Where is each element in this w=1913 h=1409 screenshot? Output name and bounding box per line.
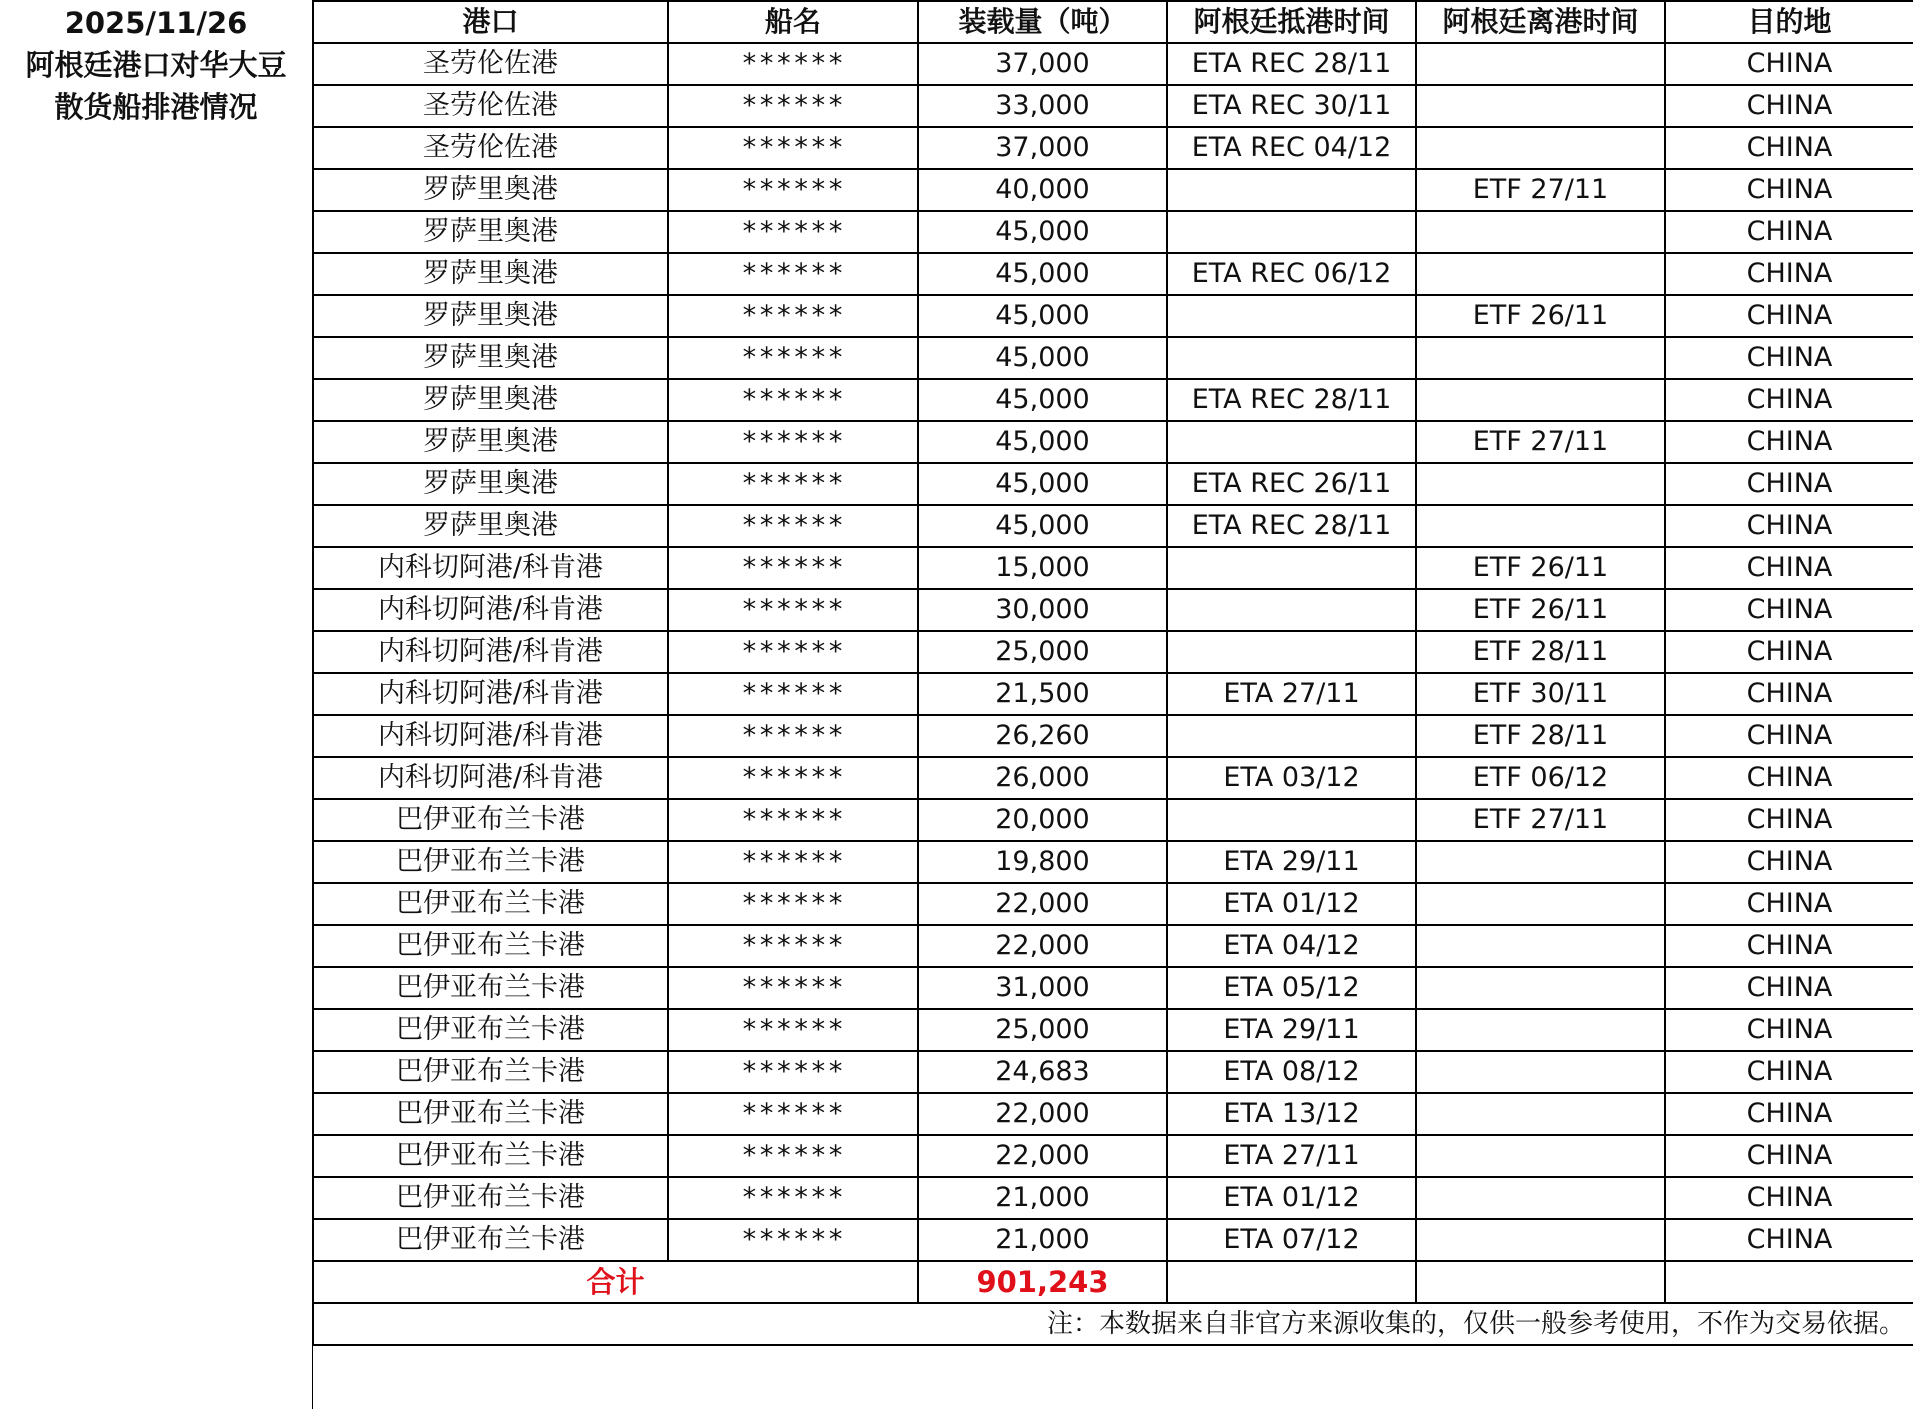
table-row <box>313 253 1913 295</box>
departure-time-cell <box>1416 1051 1665 1093</box>
destination-cell: CHINA <box>1665 505 1913 547</box>
vessel-name-cell: ****** <box>668 379 918 421</box>
load-tonnage-cell: 22,000 <box>918 925 1167 967</box>
destination-cell: CHINA <box>1665 547 1913 589</box>
table-row <box>313 379 1913 421</box>
table-row <box>313 883 1913 925</box>
port-cell: 巴伊亚布兰卡港 <box>313 1135 668 1177</box>
port-cell: 巴伊亚布兰卡港 <box>313 925 668 967</box>
total-empty-cell <box>1167 1261 1416 1303</box>
port-cell: 内科切阿港/科肯港 <box>313 715 668 757</box>
destination-cell: CHINA <box>1665 799 1913 841</box>
arrival-time-cell <box>1167 211 1416 253</box>
vessel-name-cell: ****** <box>668 673 918 715</box>
load-tonnage-cell: 45,000 <box>918 421 1167 463</box>
arrival-time-cell: ETA 29/11 <box>1167 1009 1416 1051</box>
header-departure-time: 阿根廷离港时间 <box>1416 1 1665 43</box>
departure-time-cell <box>1416 1009 1665 1051</box>
load-tonnage-cell: 25,000 <box>918 631 1167 673</box>
destination-cell: CHINA <box>1665 589 1913 631</box>
destination-cell: CHINA <box>1665 883 1913 925</box>
vessel-name-cell: ****** <box>668 883 918 925</box>
arrival-time-cell <box>1167 589 1416 631</box>
load-tonnage-cell: 22,000 <box>918 1093 1167 1135</box>
table-row <box>313 925 1913 967</box>
vessel-name-cell: ****** <box>668 1093 918 1135</box>
vessel-name-cell: ****** <box>668 1135 918 1177</box>
departure-time-cell: ETF 26/11 <box>1416 295 1665 337</box>
destination-cell: CHINA <box>1665 85 1913 127</box>
port-cell: 圣劳伦佐港 <box>313 127 668 169</box>
load-tonnage-cell: 40,000 <box>918 169 1167 211</box>
port-cell: 内科切阿港/科肯港 <box>313 631 668 673</box>
vessel-name-cell: ****** <box>668 505 918 547</box>
port-cell: 圣劳伦佐港 <box>313 43 668 85</box>
load-tonnage-cell: 45,000 <box>918 463 1167 505</box>
vessel-name-cell: ****** <box>668 43 918 85</box>
table-row <box>313 841 1913 883</box>
table-row <box>313 169 1913 211</box>
departure-time-cell: ETF 28/11 <box>1416 715 1665 757</box>
destination-cell: CHINA <box>1665 1135 1913 1177</box>
destination-cell: CHINA <box>1665 43 1913 85</box>
vessel-name-cell: ****** <box>668 1051 918 1093</box>
arrival-time-cell: ETA 27/11 <box>1167 673 1416 715</box>
departure-time-cell: ETF 26/11 <box>1416 547 1665 589</box>
header-load-tonnage: 装载量（吨） <box>918 1 1167 43</box>
departure-time-cell <box>1416 337 1665 379</box>
table-row <box>313 631 1913 673</box>
departure-time-cell <box>1416 253 1665 295</box>
arrival-time-cell: ETA REC 28/11 <box>1167 379 1416 421</box>
table-row <box>313 127 1913 169</box>
arrival-time-cell <box>1167 295 1416 337</box>
destination-cell: CHINA <box>1665 715 1913 757</box>
destination-cell: CHINA <box>1665 127 1913 169</box>
departure-time-cell <box>1416 1093 1665 1135</box>
note-row <box>313 1303 1913 1345</box>
vessel-name-cell: ****** <box>668 1219 918 1261</box>
load-tonnage-cell: 21,000 <box>918 1177 1167 1219</box>
load-tonnage-cell: 15,000 <box>918 547 1167 589</box>
report-date: 2025/11/26 <box>64 6 248 40</box>
total-row <box>313 1261 1913 1303</box>
destination-cell: CHINA <box>1665 211 1913 253</box>
arrival-time-cell: ETA 27/11 <box>1167 1135 1416 1177</box>
table-row <box>313 1177 1913 1219</box>
vessel-name-cell: ****** <box>668 295 918 337</box>
load-tonnage-cell: 26,260 <box>918 715 1167 757</box>
arrival-time-cell: ETA REC 26/11 <box>1167 463 1416 505</box>
port-cell: 巴伊亚布兰卡港 <box>313 799 668 841</box>
destination-cell: CHINA <box>1665 841 1913 883</box>
arrival-time-cell <box>1167 631 1416 673</box>
vessel-name-cell: ****** <box>668 841 918 883</box>
disclaimer-note: 注：本数据来自非官方来源收集的，仅供一般参考使用，不作为交易依据。 <box>313 1303 1913 1345</box>
departure-time-cell: ETF 26/11 <box>1416 589 1665 631</box>
load-tonnage-cell: 20,000 <box>918 799 1167 841</box>
load-tonnage-cell: 26,000 <box>918 757 1167 799</box>
vessel-name-cell: ****** <box>668 211 918 253</box>
arrival-time-cell: ETA REC 04/12 <box>1167 127 1416 169</box>
load-tonnage-cell: 25,000 <box>918 1009 1167 1051</box>
port-cell: 巴伊亚布兰卡港 <box>313 841 668 883</box>
port-cell: 巴伊亚布兰卡港 <box>313 883 668 925</box>
destination-cell: CHINA <box>1665 757 1913 799</box>
table-row <box>313 43 1913 85</box>
table-row <box>313 463 1913 505</box>
report-title-line-1: 阿根廷港口对华大豆 <box>25 48 287 82</box>
vessel-name-cell: ****** <box>668 85 918 127</box>
load-tonnage-cell: 24,683 <box>918 1051 1167 1093</box>
load-tonnage-cell: 19,800 <box>918 841 1167 883</box>
departure-time-cell <box>1416 841 1665 883</box>
port-cell: 罗萨里奥港 <box>313 337 668 379</box>
arrival-time-cell <box>1167 421 1416 463</box>
port-cell: 巴伊亚布兰卡港 <box>313 967 668 1009</box>
port-cell: 巴伊亚布兰卡港 <box>313 1093 668 1135</box>
table-row <box>313 1093 1913 1135</box>
table-row <box>313 757 1913 799</box>
table-row <box>313 1009 1913 1051</box>
load-tonnage-cell: 37,000 <box>918 43 1167 85</box>
vessel-name-cell: ****** <box>668 127 918 169</box>
load-tonnage-cell: 30,000 <box>918 589 1167 631</box>
vessel-name-cell: ****** <box>668 421 918 463</box>
arrival-time-cell: ETA 04/12 <box>1167 925 1416 967</box>
vessel-schedule-table <box>312 0 1913 1346</box>
destination-cell: CHINA <box>1665 1219 1913 1261</box>
destination-cell: CHINA <box>1665 673 1913 715</box>
destination-cell: CHINA <box>1665 1009 1913 1051</box>
arrival-time-cell <box>1167 715 1416 757</box>
departure-time-cell <box>1416 1219 1665 1261</box>
destination-cell: CHINA <box>1665 1051 1913 1093</box>
table-row <box>313 1219 1913 1261</box>
departure-time-cell <box>1416 1177 1665 1219</box>
vessel-name-cell: ****** <box>668 589 918 631</box>
load-tonnage-cell: 45,000 <box>918 211 1167 253</box>
table-row <box>313 799 1913 841</box>
table-row <box>313 85 1913 127</box>
departure-time-cell: ETF 27/11 <box>1416 421 1665 463</box>
port-cell: 罗萨里奥港 <box>313 295 668 337</box>
departure-time-cell: ETF 28/11 <box>1416 631 1665 673</box>
destination-cell: CHINA <box>1665 925 1913 967</box>
destination-cell: CHINA <box>1665 1177 1913 1219</box>
port-cell: 巴伊亚布兰卡港 <box>313 1051 668 1093</box>
arrival-time-cell: ETA REC 28/11 <box>1167 43 1416 85</box>
load-tonnage-cell: 31,000 <box>918 967 1167 1009</box>
table-row <box>313 673 1913 715</box>
port-cell: 罗萨里奥港 <box>313 463 668 505</box>
port-cell: 巴伊亚布兰卡港 <box>313 1177 668 1219</box>
destination-cell: CHINA <box>1665 421 1913 463</box>
destination-cell: CHINA <box>1665 253 1913 295</box>
port-cell: 罗萨里奥港 <box>313 169 668 211</box>
load-tonnage-cell: 45,000 <box>918 253 1167 295</box>
arrival-time-cell: ETA 07/12 <box>1167 1219 1416 1261</box>
total-value: 901,243 <box>918 1261 1167 1303</box>
port-cell: 内科切阿港/科肯港 <box>313 757 668 799</box>
total-empty-cell <box>1416 1261 1665 1303</box>
arrival-time-cell: ETA 13/12 <box>1167 1093 1416 1135</box>
total-empty-cell <box>1665 1261 1913 1303</box>
arrival-time-cell: ETA REC 28/11 <box>1167 505 1416 547</box>
vessel-name-cell: ****** <box>668 1009 918 1051</box>
departure-time-cell: ETF 30/11 <box>1416 673 1665 715</box>
destination-cell: CHINA <box>1665 967 1913 1009</box>
departure-time-cell <box>1416 883 1665 925</box>
load-tonnage-cell: 21,500 <box>918 673 1167 715</box>
departure-time-cell: ETF 06/12 <box>1416 757 1665 799</box>
vessel-name-cell: ****** <box>668 1177 918 1219</box>
port-cell: 罗萨里奥港 <box>313 379 668 421</box>
destination-cell: CHINA <box>1665 295 1913 337</box>
table-row <box>313 1051 1913 1093</box>
arrival-time-cell: ETA REC 30/11 <box>1167 85 1416 127</box>
departure-time-cell <box>1416 127 1665 169</box>
port-cell: 罗萨里奥港 <box>313 505 668 547</box>
load-tonnage-cell: 22,000 <box>918 883 1167 925</box>
departure-time-cell <box>1416 85 1665 127</box>
table-row <box>313 547 1913 589</box>
report-title-line-2: 散货船排港情况 <box>54 90 258 124</box>
load-tonnage-cell: 21,000 <box>918 1219 1167 1261</box>
arrival-time-cell <box>1167 337 1416 379</box>
table-row <box>313 421 1913 463</box>
total-label: 合计 <box>313 1261 918 1303</box>
table-row <box>313 589 1913 631</box>
table-row <box>313 1135 1913 1177</box>
destination-cell: CHINA <box>1665 463 1913 505</box>
load-tonnage-cell: 45,000 <box>918 379 1167 421</box>
load-tonnage-cell: 33,000 <box>918 85 1167 127</box>
arrival-time-cell: ETA 01/12 <box>1167 883 1416 925</box>
load-tonnage-cell: 45,000 <box>918 295 1167 337</box>
port-cell: 罗萨里奥港 <box>313 421 668 463</box>
table-row <box>313 505 1913 547</box>
arrival-time-cell <box>1167 547 1416 589</box>
arrival-time-cell: ETA 08/12 <box>1167 1051 1416 1093</box>
departure-time-cell <box>1416 925 1665 967</box>
header-destination: 目的地 <box>1665 1 1913 43</box>
table-row <box>313 295 1913 337</box>
vessel-name-cell: ****** <box>668 967 918 1009</box>
table-row <box>313 715 1913 757</box>
header-port: 港口 <box>313 1 668 43</box>
vessel-name-cell: ****** <box>668 715 918 757</box>
destination-cell: CHINA <box>1665 169 1913 211</box>
arrival-time-cell: ETA 03/12 <box>1167 757 1416 799</box>
port-cell: 内科切阿港/科肯港 <box>313 589 668 631</box>
destination-cell: CHINA <box>1665 379 1913 421</box>
arrival-time-cell: ETA REC 06/12 <box>1167 253 1416 295</box>
table-row <box>313 337 1913 379</box>
departure-time-cell <box>1416 463 1665 505</box>
load-tonnage-cell: 45,000 <box>918 337 1167 379</box>
vessel-name-cell: ****** <box>668 631 918 673</box>
table-row <box>313 967 1913 1009</box>
arrival-time-cell <box>1167 799 1416 841</box>
port-cell: 巴伊亚布兰卡港 <box>313 1009 668 1051</box>
port-cell: 罗萨里奥港 <box>313 253 668 295</box>
vessel-name-cell: ****** <box>668 757 918 799</box>
report-title-block <box>0 0 312 142</box>
vessel-name-cell: ****** <box>668 799 918 841</box>
vessel-name-cell: ****** <box>668 169 918 211</box>
arrival-time-cell: ETA 29/11 <box>1167 841 1416 883</box>
table-row <box>313 211 1913 253</box>
vessel-name-cell: ****** <box>668 925 918 967</box>
departure-time-cell <box>1416 967 1665 1009</box>
port-cell: 圣劳伦佐港 <box>313 85 668 127</box>
arrival-time-cell: ETA 01/12 <box>1167 1177 1416 1219</box>
departure-time-cell <box>1416 379 1665 421</box>
vessel-name-cell: ****** <box>668 463 918 505</box>
departure-time-cell <box>1416 211 1665 253</box>
departure-time-cell <box>1416 505 1665 547</box>
port-cell: 内科切阿港/科肯港 <box>313 547 668 589</box>
header-vessel-name: 船名 <box>668 1 918 43</box>
vessel-name-cell: ****** <box>668 547 918 589</box>
arrival-time-cell: ETA 05/12 <box>1167 967 1416 1009</box>
load-tonnage-cell: 22,000 <box>918 1135 1167 1177</box>
vessel-name-cell: ****** <box>668 337 918 379</box>
load-tonnage-cell: 45,000 <box>918 505 1167 547</box>
departure-time-cell <box>1416 43 1665 85</box>
table-header-row <box>313 1 1913 43</box>
departure-time-cell: ETF 27/11 <box>1416 799 1665 841</box>
destination-cell: CHINA <box>1665 1093 1913 1135</box>
port-cell: 罗萨里奥港 <box>313 211 668 253</box>
departure-time-cell <box>1416 1135 1665 1177</box>
load-tonnage-cell: 37,000 <box>918 127 1167 169</box>
arrival-time-cell <box>1167 169 1416 211</box>
departure-time-cell: ETF 27/11 <box>1416 169 1665 211</box>
port-cell: 巴伊亚布兰卡港 <box>313 1219 668 1261</box>
vessel-name-cell: ****** <box>668 253 918 295</box>
destination-cell: CHINA <box>1665 337 1913 379</box>
destination-cell: CHINA <box>1665 631 1913 673</box>
port-cell: 内科切阿港/科肯港 <box>313 673 668 715</box>
header-arrival-time: 阿根廷抵港时间 <box>1167 1 1416 43</box>
